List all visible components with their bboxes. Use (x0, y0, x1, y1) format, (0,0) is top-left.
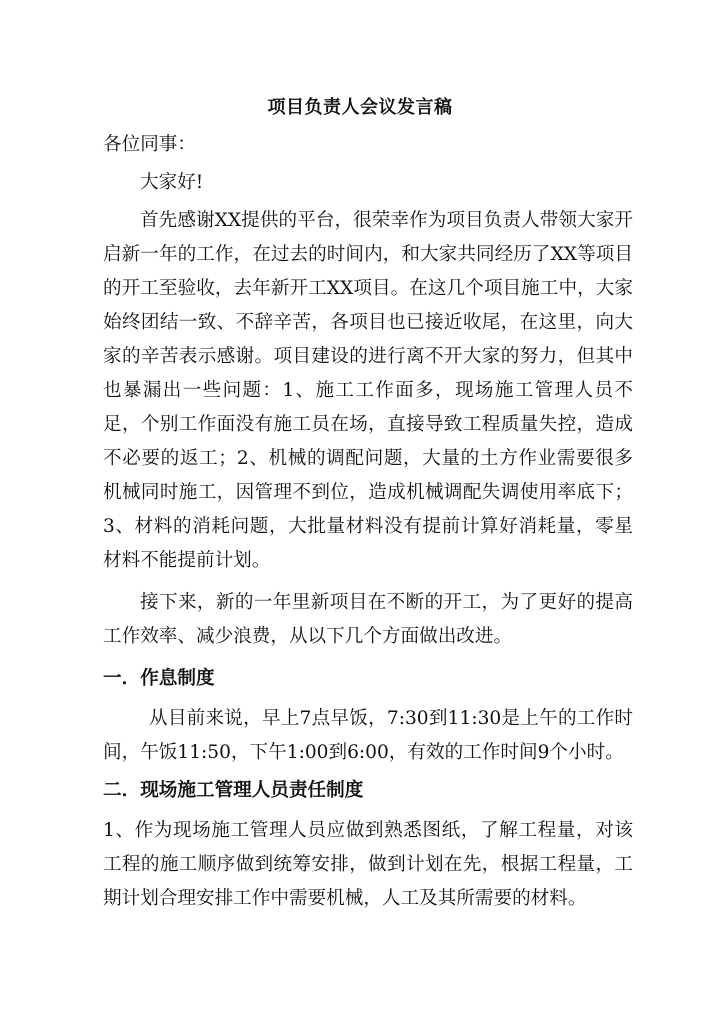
section2-heading: 二．现场施工管理人员责任制度 (103, 780, 364, 801)
document-body (103, 128, 633, 916)
paragraph-next: 接下来，新的一年里新项目在不断的开工，为了更好的提高工作效率、减少浪费，从以下几个方面做出改进。 (103, 592, 633, 647)
greeting: 各位同事： (103, 134, 196, 155)
section1-text: 从目前来说，早上7点早饭，7:30到11:30是上午的工作时间，午饭11:50，下午1:00到6:00，有效的工作时间9个小时。 (103, 708, 633, 763)
section2-text: 1、作为现场施工管理人员应做到熟悉图纸，了解工程量，对该工程的施工顺序做到统筹安排，做到计划在先，根据工程量，工期计划合理安排工作中需要机械，人工及其所需要的材料。 (103, 820, 633, 909)
section1-heading: 一．作息制度 (103, 668, 215, 689)
paragraph-intro: 首先感谢XX提供的平台，很荣幸作为项目负责人带领大家开启新一年的工作，在过去的时间内，和大家共同经历了XX等项目的开工至验收，去年新开工XX项目。在这几个项目施工中，大家始终团结一致、不辞辛苦，各项目也已接近收尾，在这里，向大家的辛苦表示感谢。项目建设的进行离不开大家的努力，但其中也暴漏出一些问题：1、施工工作面多，现场施工管理人员不足，个别工作面没有施工员在场，直接导致工程质量失控，造成不必要的返工；2、机械的调配问题，大量的土方作业需要很多机械同时施工，因管理不到位，造成机械调配失调使用率底下；3、材料的消耗问题，大批量材料没有提前计算好消耗量，零星材料不能提前计划。 (103, 210, 633, 571)
hello-line: 大家好! (140, 172, 204, 193)
document-title: 项目负责人会议发言稿 (267, 97, 453, 118)
